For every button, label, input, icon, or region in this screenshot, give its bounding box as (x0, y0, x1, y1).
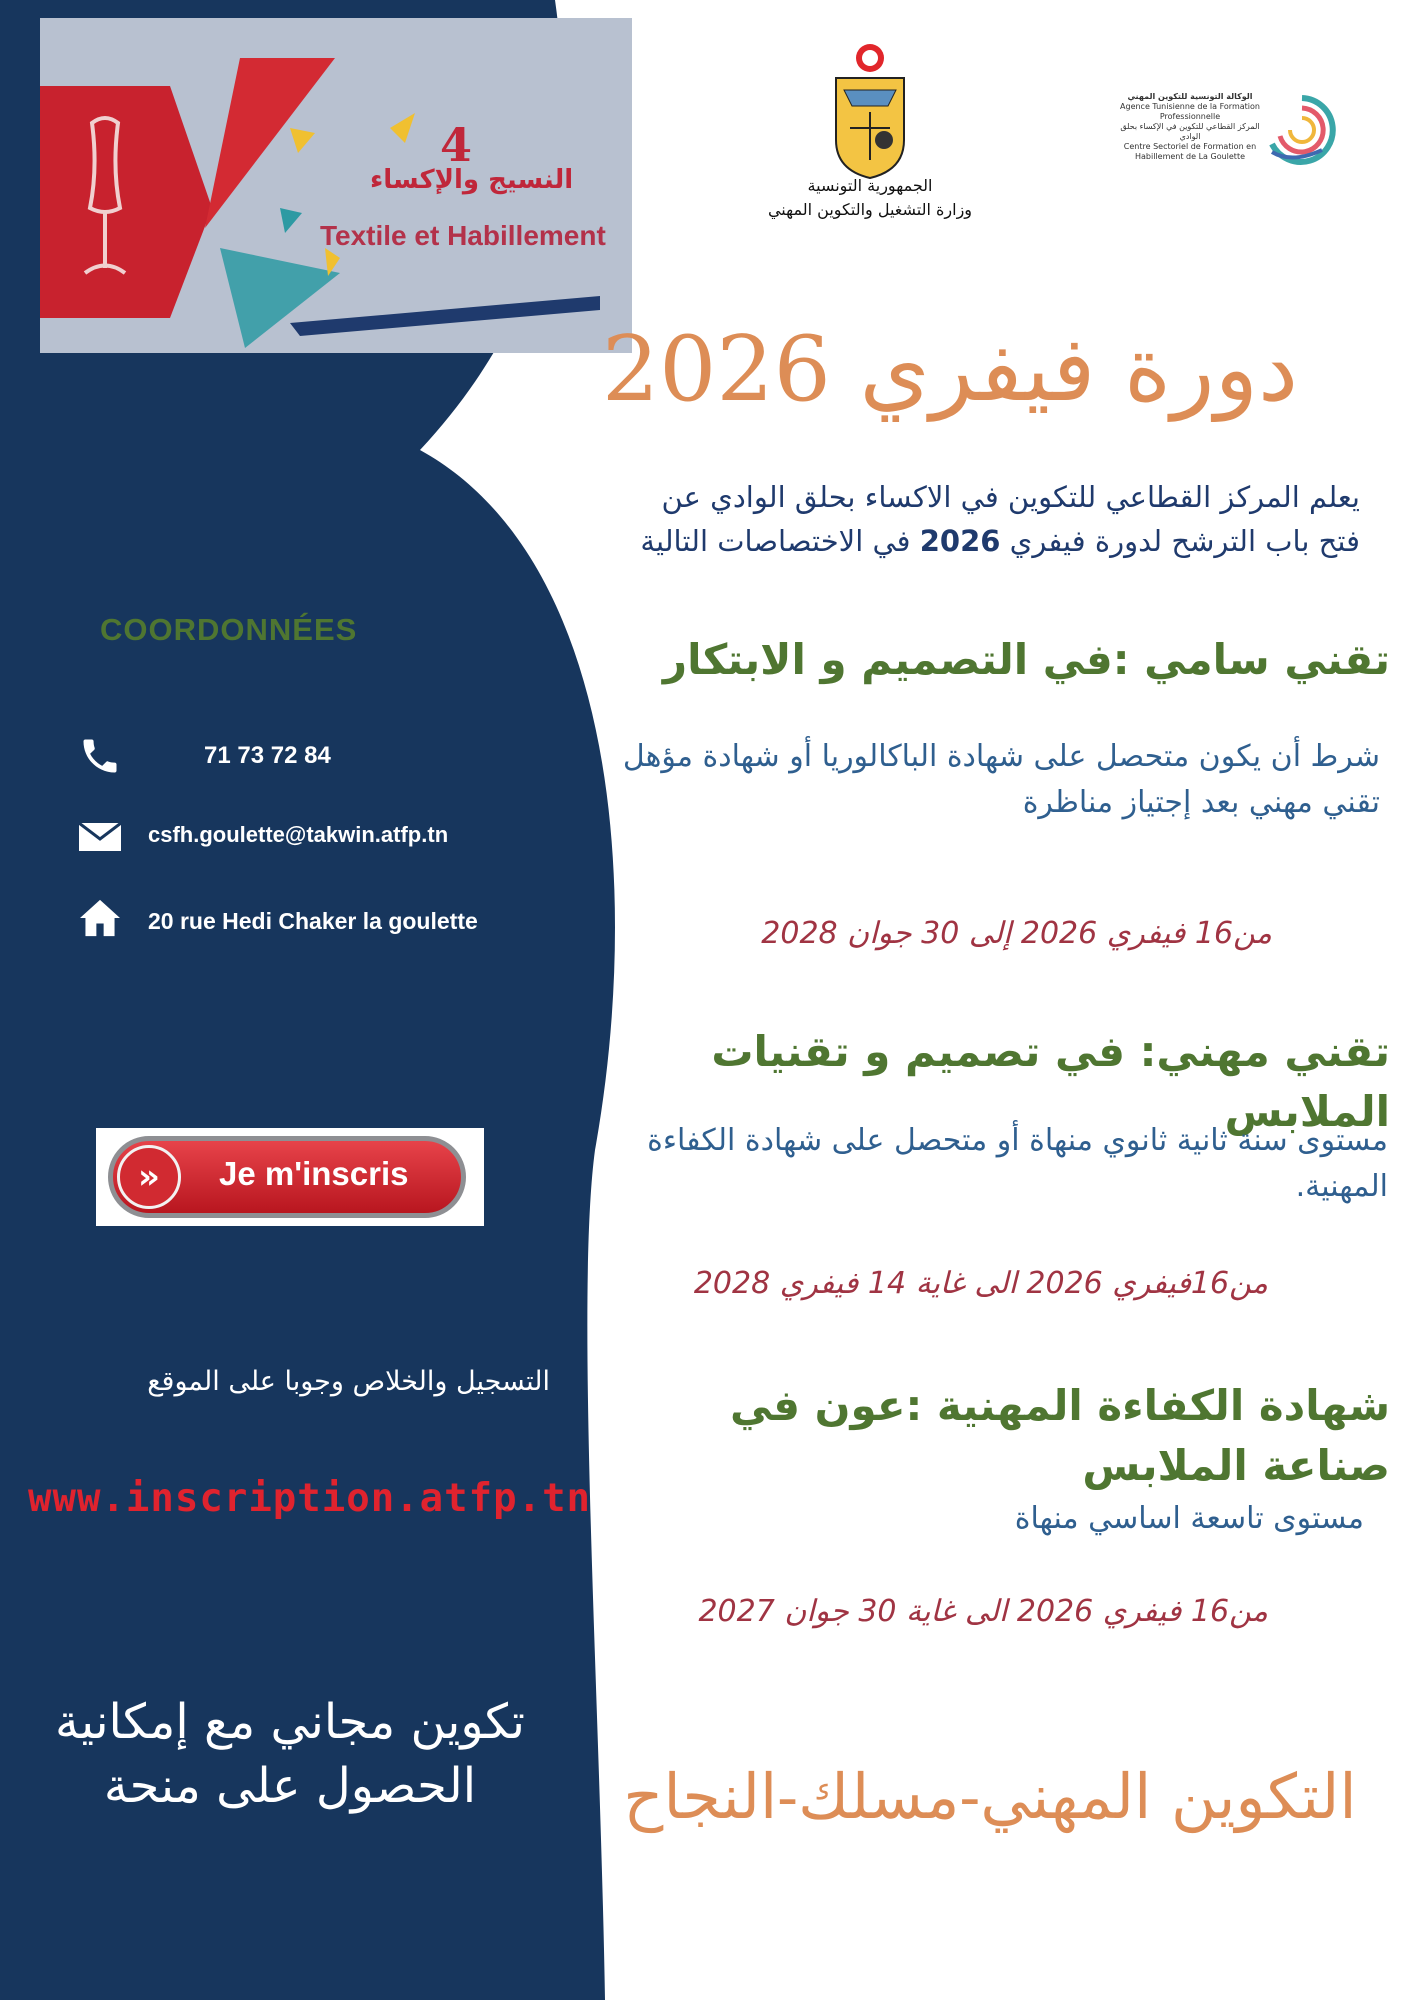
agency-logo-icon (1262, 92, 1342, 168)
intro-line-1: يعلم المركز القطاعي للتكوين في الاكساء بحلق الوادي عن (661, 480, 1360, 514)
intro-year: 2026 (919, 524, 1001, 558)
ministry-caption (740, 174, 1000, 222)
tunisia-coat-of-arms-icon (824, 40, 916, 180)
headline: دورة فيفري 2026 (601, 317, 1299, 422)
website-link[interactable]: www.inscription.atfp.tn (28, 1476, 592, 1521)
intro-line-2 (540, 519, 1360, 563)
section-3-body: مستوى تاسعة اساسي منهاة (1014, 1501, 1364, 1536)
section-3-date: من16 فيفري 2026 الى غاية 30 جوان 2027 (698, 1594, 1268, 1629)
section-1-title: تقني سامي :في التصميم و الابتكار (662, 635, 1390, 684)
intro-paragraph (540, 475, 1360, 563)
intro-line-2-post: في الاختصاصات التالية (640, 524, 911, 558)
footer-slogan: التكوين المهني-مسلك-النجاح (623, 1760, 1357, 1833)
phone-icon (78, 734, 122, 778)
email-address[interactable]: csfh.goulette@takwin.atfp.tn (148, 822, 449, 847)
agency-line-2: Agence Tunisienne de la Formation Professionnelle (1120, 102, 1260, 121)
section-2-title: تقني مهني: في تصميم و تقنيات الملابس (711, 1027, 1390, 1136)
section-1-body: شرط أن يكون متحصل على شهادة الباكالوريا أو شهادة مؤهل تقني مهني بعد إجتياز مناظرة (622, 739, 1380, 820)
section-3-title: شهادة الكفاءة المهنية :عون في صناعة الملابس (730, 1381, 1390, 1490)
agency-line-3: المركز القطاعي للتكوين في الإكساء بحلق الوادي (1120, 122, 1260, 141)
banner-title-arabic: النسيج والإكساء (370, 165, 574, 195)
register-button[interactable] (96, 1128, 484, 1226)
section-2-date: من16فيفري 2026 الى غاية 14 فيفري 2028 (693, 1266, 1268, 1301)
email-icon (78, 822, 122, 852)
section-2-body: مستوى سنة ثانية ثانوي منهاة أو متحصل على شهادة الكفاءة المهنية. (647, 1123, 1388, 1204)
section-1-date: من16 فيفري 2026 إلى 30 جوان 2028 (761, 916, 1272, 951)
banner-number: 4 (440, 118, 473, 172)
ministry-line-1: الجمهورية التونسية (807, 176, 933, 195)
registration-note: التسجيل والخلاص وجوبا على الموقع (147, 1366, 550, 1397)
agency-line-4: Centre Sectoriel de Formation en Habillement de La Goulette (1123, 142, 1257, 161)
double-chevron-right-icon: » (117, 1145, 181, 1209)
register-label: Je m'inscris (219, 1155, 409, 1192)
banner-title-french: Textile et Habillement (320, 220, 606, 251)
ministry-line-2: وزارة التشغيل والتكوين المهني (767, 200, 973, 219)
intro-line-2-pre: فتح باب الترشح لدورة فيفري (1009, 524, 1360, 558)
home-icon (78, 898, 122, 938)
agency-line-1: الوكالة التونسية للتكوين المهني (1127, 92, 1253, 101)
contact-title: COORDONNÉES (100, 612, 358, 647)
register-pill[interactable] (108, 1136, 466, 1218)
agency-logo-text (1110, 92, 1270, 162)
postal-address: 20 rue Hedi Chaker la goulette (148, 908, 478, 934)
phone-number[interactable]: 71 73 72 84 (204, 742, 331, 769)
free-training-slogan: تكوين مجاني مع إمكانية الحصول على منحة (54, 1694, 526, 1814)
